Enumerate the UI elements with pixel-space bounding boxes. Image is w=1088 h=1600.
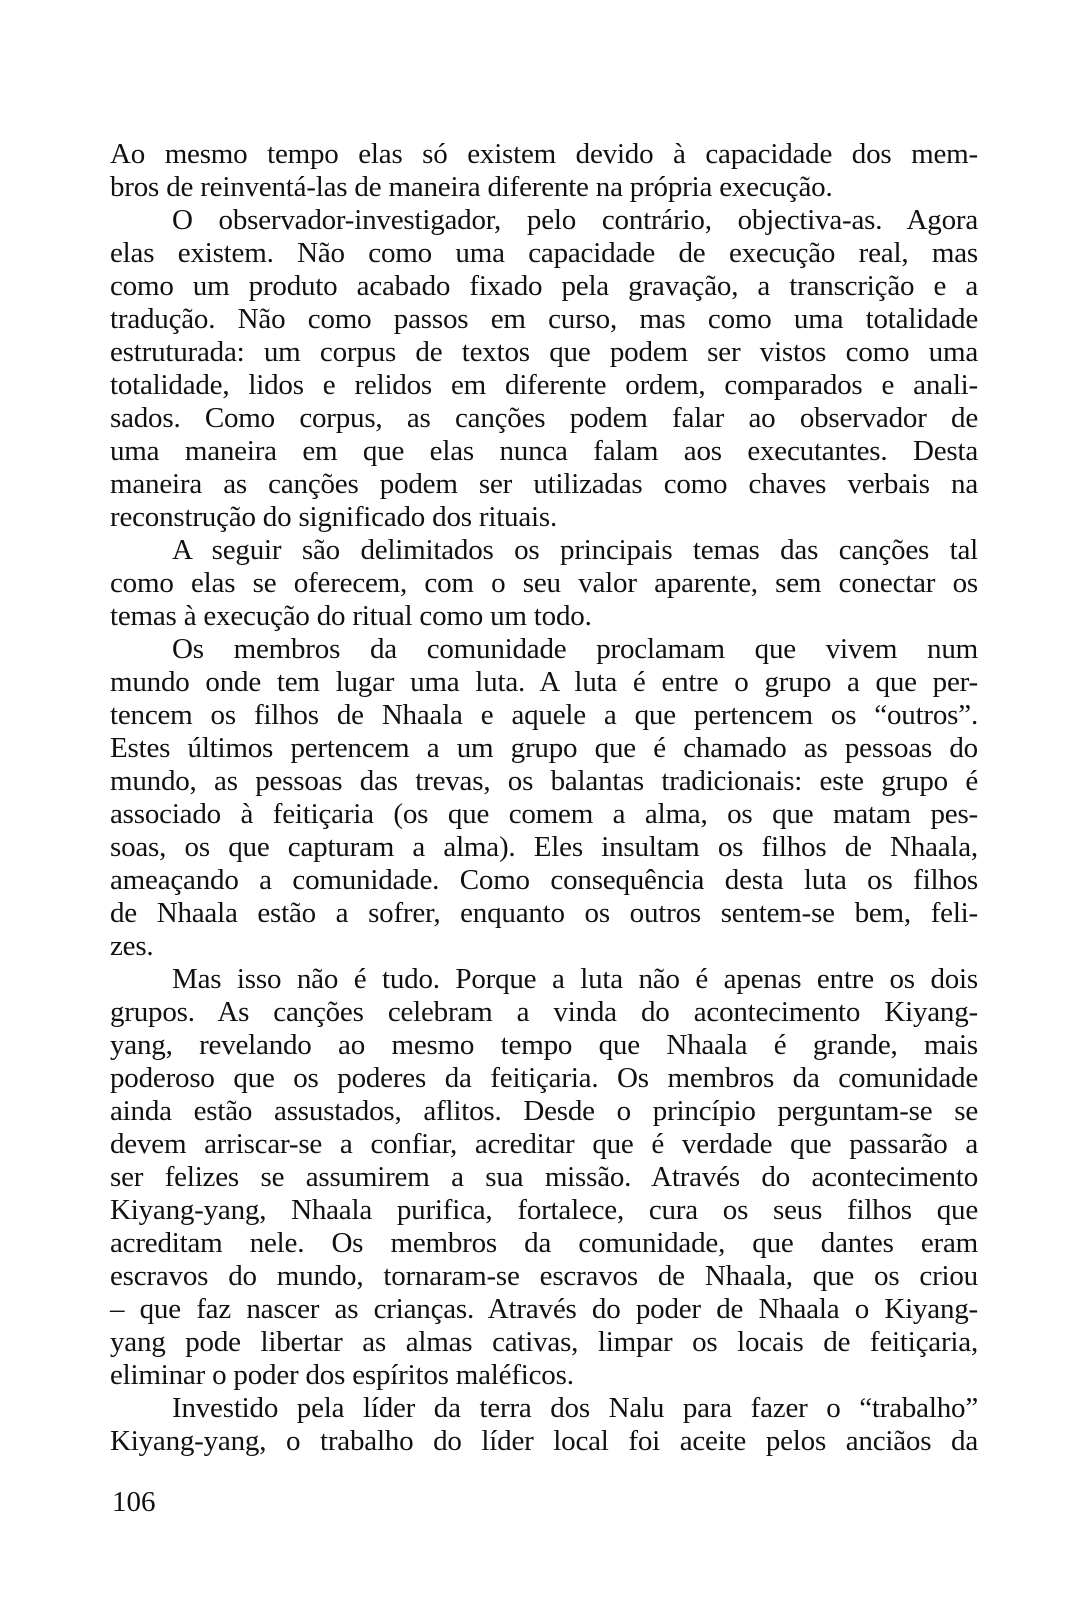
text-line: maneira as canções podem ser utilizadas como chaves verbais na xyxy=(110,468,978,500)
text-line: soas, os que capturam a alma). Eles insultam os filhos de Nhaala, xyxy=(110,831,978,863)
page-number: 106 xyxy=(112,1486,156,1518)
text-line: eliminar o poder dos espíritos maléficos. xyxy=(110,1359,574,1391)
paragraph xyxy=(110,1392,978,1458)
text-line: sados. Como corpus, as canções podem falar ao observador de xyxy=(110,402,978,434)
text-line: associado à feitiçaria (os que comem a alma, os que matam pes- xyxy=(110,798,978,830)
text-line: uma maneira em que elas nunca falam aos executantes. Desta xyxy=(110,435,978,467)
text-line: grupos. As canções celebram a vinda do acontecimento Kiyang- xyxy=(110,996,978,1028)
paragraph xyxy=(110,534,978,633)
text-line: mundo onde tem lugar uma luta. A luta é entre o grupo a que per- xyxy=(110,666,978,698)
text-line: yang, revelando ao mesmo tempo que Nhaala é grande, mais xyxy=(110,1029,978,1061)
text-line: Ao mesmo tempo elas só existem devido à capacidade dos mem- xyxy=(110,138,978,170)
text-line: bros de reinventá-las de maneira diferente na própria execução. xyxy=(110,171,833,203)
paragraph xyxy=(110,963,978,1392)
text-line: – que faz nascer as crianças. Através do poder de Nhaala o Kiyang- xyxy=(110,1293,978,1325)
text-line: de Nhaala estão a sofrer, enquanto os outros sentem-se bem, feli- xyxy=(110,897,978,929)
text-line: Estes últimos pertencem a um grupo que é chamado as pessoas do xyxy=(110,732,978,764)
text-line: Mas isso não é tudo. Porque a luta não é apenas entre os dois xyxy=(172,963,978,995)
text-line: escravos do mundo, tornaram-se escravos de Nhaala, que os criou xyxy=(110,1260,978,1292)
paragraph xyxy=(110,204,978,534)
text-line: como elas se oferecem, com o seu valor aparente, sem conectar os xyxy=(110,567,978,599)
text-line: Kiyang-yang, Nhaala purifica, fortalece, cura os seus filhos que xyxy=(110,1194,978,1226)
text-line: O observador-investigador, pelo contrário, objectiva-as. Agora xyxy=(172,204,978,236)
text-line: elas existem. Não como uma capacidade de execução real, mas xyxy=(110,237,978,269)
text-line: acreditam nele. Os membros da comunidade, que dantes eram xyxy=(110,1227,978,1259)
text-line: temas à execução do ritual como um todo. xyxy=(110,600,592,632)
text-line: yang pode libertar as almas cativas, limpar os locais de feitiçaria, xyxy=(110,1326,978,1358)
text-line: estruturada: um corpus de textos que podem ser vistos como uma xyxy=(110,336,978,368)
text-line: poderoso que os poderes da feitiçaria. Os membros da comunidade xyxy=(110,1062,978,1094)
paragraph xyxy=(110,633,978,963)
text-line: ainda estão assustados, aflitos. Desde o princípio perguntam-se se xyxy=(110,1095,978,1127)
text-line: Investido pela líder da terra dos Nalu para fazer o “trabalho” xyxy=(172,1392,978,1424)
text-line: Kiyang-yang, o trabalho do líder local foi aceite pelos anciãos da xyxy=(110,1425,978,1457)
text-line: A seguir são delimitados os principais temas das canções tal xyxy=(172,534,978,566)
text-line: zes. xyxy=(110,930,154,962)
text-line: tradução. Não como passos em curso, mas como uma totalidade xyxy=(110,303,978,335)
text-line: Os membros da comunidade proclamam que vivem num xyxy=(172,633,978,665)
text-line: mundo, as pessoas das trevas, os balantas tradicionais: este grupo é xyxy=(110,765,978,797)
text-line: como um produto acabado fixado pela gravação, a transcrição e a xyxy=(110,270,978,302)
paragraph xyxy=(110,138,978,204)
text-line: reconstrução do significado dos rituais. xyxy=(110,501,558,533)
text-line: ser felizes se assumirem a sua missão. Através do acontecimento xyxy=(110,1161,978,1193)
text-line: ameaçando a comunidade. Como consequência desta luta os filhos xyxy=(110,864,978,896)
text-line: totalidade, lidos e relidos em diferente ordem, comparados e anali- xyxy=(110,369,978,401)
text-line: tencem os filhos de Nhaala e aquele a que pertencem os “outros”. xyxy=(110,699,978,731)
text-line: devem arriscar-se a confiar, acreditar que é verdade que passarão a xyxy=(110,1128,978,1160)
page-body xyxy=(110,138,978,1458)
